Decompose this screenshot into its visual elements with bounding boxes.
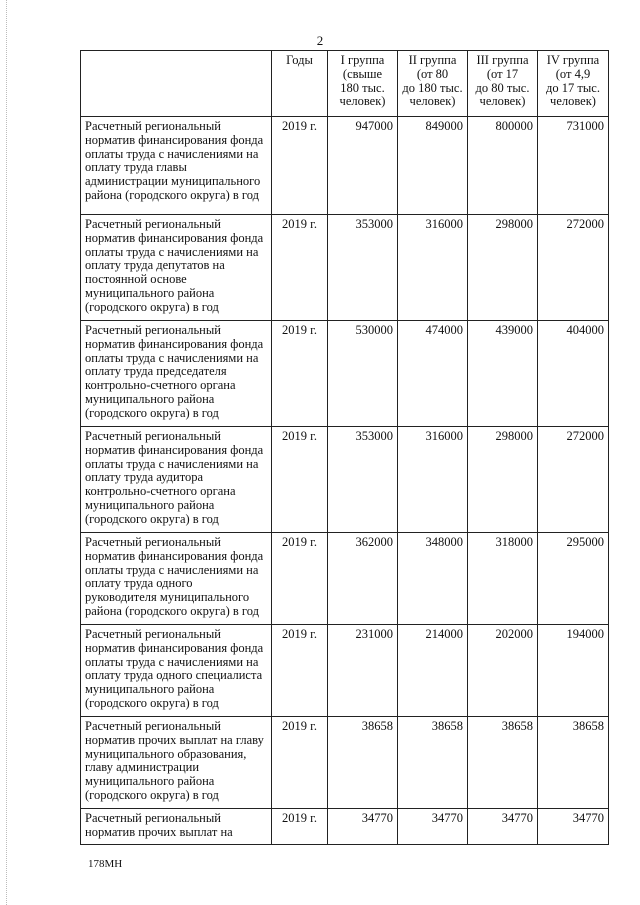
description-line: норматив финансирования фонда — [85, 548, 264, 563]
description-line: района (городского округа) в год — [85, 187, 259, 202]
row-value-group-3: 318000 — [468, 533, 538, 625]
header-description-cell — [81, 51, 272, 117]
description-line: муниципального района — [85, 391, 215, 406]
description-line: (городского округа) в год — [85, 511, 219, 526]
header-group-line: III группа — [476, 53, 529, 67]
table-row — [81, 533, 609, 625]
row-value-group-3: 298000 — [468, 427, 538, 533]
description-line: Расчетный региональный — [85, 323, 221, 337]
description-line: оплаты труда с начислениями на — [85, 350, 259, 365]
row-value-group-4: 34770 — [538, 809, 609, 845]
description-line: оплату труда депутатов на — [85, 258, 225, 273]
header-group-line: до 17 тыс. — [546, 80, 600, 95]
description-line: оплаты труда с начислениями на — [85, 146, 259, 161]
row-description — [81, 427, 272, 533]
description-line: руководителя муниципального — [85, 590, 250, 605]
row-description — [81, 809, 272, 845]
header-group-line: до 80 тыс. — [475, 80, 530, 95]
row-value-group-3: 439000 — [468, 321, 538, 427]
description-line: (городского округа) в год — [85, 299, 219, 314]
description-line: муниципального района — [85, 285, 215, 300]
document-code: 178МН — [88, 858, 123, 870]
row-value-group-4: 194000 — [538, 625, 609, 717]
description-line: Расчетный региональный — [85, 429, 221, 443]
header-group-line: (от 4,9 — [555, 66, 591, 81]
row-value-group-1: 231000 — [328, 625, 398, 717]
row-value-group-3: 800000 — [468, 117, 538, 215]
table-row — [81, 809, 609, 845]
row-value-group-2: 214000 — [398, 625, 468, 717]
row-value-group-2: 316000 — [398, 427, 468, 533]
row-year: 2019 г. — [272, 625, 328, 717]
row-year: 2019 г. — [272, 215, 328, 321]
header-group-line: человек) — [409, 94, 456, 109]
row-value-group-1: 353000 — [328, 215, 398, 321]
row-value-group-1: 38658 — [328, 717, 398, 809]
row-year: 2019 г. — [272, 809, 328, 845]
row-description — [81, 215, 272, 321]
header-group-line: человек) — [339, 94, 386, 109]
row-description — [81, 625, 272, 717]
row-value-group-3: 298000 — [468, 215, 538, 321]
description-line: оплату труда одного специалиста — [85, 668, 263, 683]
description-line: норматив финансирования фонда — [85, 230, 264, 245]
row-value-group-4: 731000 — [538, 117, 609, 215]
table-row — [81, 625, 609, 717]
description-line: Расчетный региональный — [85, 719, 221, 733]
header-group-1 — [328, 51, 398, 117]
description-line: Расчетный региональный — [85, 119, 221, 133]
description-line: муниципального района — [85, 497, 215, 512]
description-line: норматив финансирования фонда — [85, 640, 264, 655]
row-value-group-1: 34770 — [328, 809, 398, 845]
description-line: Расчетный региональный — [85, 627, 221, 641]
header-group-line: 180 тыс. — [340, 80, 385, 95]
row-description — [81, 117, 272, 215]
row-year: 2019 г. — [272, 117, 328, 215]
header-row — [81, 51, 609, 117]
row-year: 2019 г. — [272, 717, 328, 809]
header-group-line: (от 17 — [486, 66, 519, 81]
row-value-group-2: 316000 — [398, 215, 468, 321]
description-line: оплаты труда с начислениями на — [85, 562, 259, 577]
description-line: (городского округа) в год — [85, 405, 219, 420]
header-group-line: до 180 тыс. — [402, 80, 463, 95]
header-group-3 — [468, 51, 538, 117]
description-line: оплату труда одного — [85, 576, 193, 591]
row-value-group-3: 202000 — [468, 625, 538, 717]
description-line: муниципального района — [85, 682, 215, 697]
description-line: оплату труда главы — [85, 160, 187, 175]
table-row — [81, 427, 609, 533]
scan-edge — [6, 0, 8, 905]
row-description — [81, 533, 272, 625]
row-value-group-2: 348000 — [398, 533, 468, 625]
description-line: норматив прочих выплат на главу — [85, 732, 264, 747]
header-group-line: (от 80 — [416, 66, 449, 81]
table-row — [81, 215, 609, 321]
header-group-line: (свыше — [342, 66, 383, 81]
header-group-4 — [538, 51, 609, 117]
row-value-group-1: 353000 — [328, 427, 398, 533]
description-line: Расчетный региональный — [85, 811, 221, 825]
norms-table — [80, 50, 609, 845]
row-value-group-1: 530000 — [328, 321, 398, 427]
header-years-cell: Годы — [272, 51, 328, 117]
row-value-group-4: 295000 — [538, 533, 609, 625]
row-description — [81, 321, 272, 427]
description-line: оплаты труда с начислениями на — [85, 654, 259, 669]
header-group-line: I группа — [340, 53, 385, 67]
row-value-group-1: 362000 — [328, 533, 398, 625]
description-line: контрольно-счетного органа — [85, 484, 236, 499]
description-line: постоянной основе — [85, 272, 187, 287]
row-value-group-3: 38658 — [468, 717, 538, 809]
row-value-group-4: 272000 — [538, 427, 609, 533]
description-line: оплату труда аудитора — [85, 470, 204, 485]
table-row — [81, 321, 609, 427]
row-value-group-2: 34770 — [398, 809, 468, 845]
description-line: Расчетный региональный — [85, 535, 221, 549]
header-group-line: человек) — [479, 94, 526, 109]
row-value-group-2: 849000 — [398, 117, 468, 215]
description-line: (городского округа) в год — [85, 787, 219, 802]
header-group-line: человек) — [550, 94, 596, 109]
description-line: администрации муниципального — [85, 174, 261, 189]
description-line: муниципального района — [85, 774, 215, 789]
row-value-group-2: 38658 — [398, 717, 468, 809]
row-value-group-1: 947000 — [328, 117, 398, 215]
row-value-group-4: 272000 — [538, 215, 609, 321]
row-value-group-4: 404000 — [538, 321, 609, 427]
header-group-2 — [398, 51, 468, 117]
row-year: 2019 г. — [272, 321, 328, 427]
table-row — [81, 717, 609, 809]
page-number: 2 — [316, 33, 324, 48]
description-line: контрольно-счетного органа — [85, 378, 236, 393]
row-value-group-3: 34770 — [468, 809, 538, 845]
row-year: 2019 г. — [272, 427, 328, 533]
row-value-group-4: 38658 — [538, 717, 609, 809]
description-line: (городского округа) в год — [85, 695, 219, 710]
row-description — [81, 717, 272, 809]
description-line: норматив финансирования фонда — [85, 132, 264, 147]
row-value-group-2: 474000 — [398, 321, 468, 427]
description-line: оплату труда председателя — [85, 364, 227, 379]
description-line: оплаты труда с начислениями на — [85, 244, 259, 259]
description-line: Расчетный региональный — [85, 217, 221, 231]
table-row — [81, 117, 609, 215]
description-line: норматив финансирования фонда — [85, 442, 264, 457]
description-line: оплаты труда с начислениями на — [85, 456, 259, 471]
description-line: норматив финансирования фонда — [85, 336, 264, 351]
description-line: норматив прочих выплат на — [85, 824, 233, 839]
header-group-line: II группа — [408, 53, 457, 67]
description-line: муниципального образования, — [85, 746, 247, 761]
header-group-line: IV группа — [546, 53, 600, 67]
description-line: главу администрации — [85, 760, 200, 775]
description-line: района (городского округа) в год — [85, 603, 259, 618]
row-year: 2019 г. — [272, 533, 328, 625]
